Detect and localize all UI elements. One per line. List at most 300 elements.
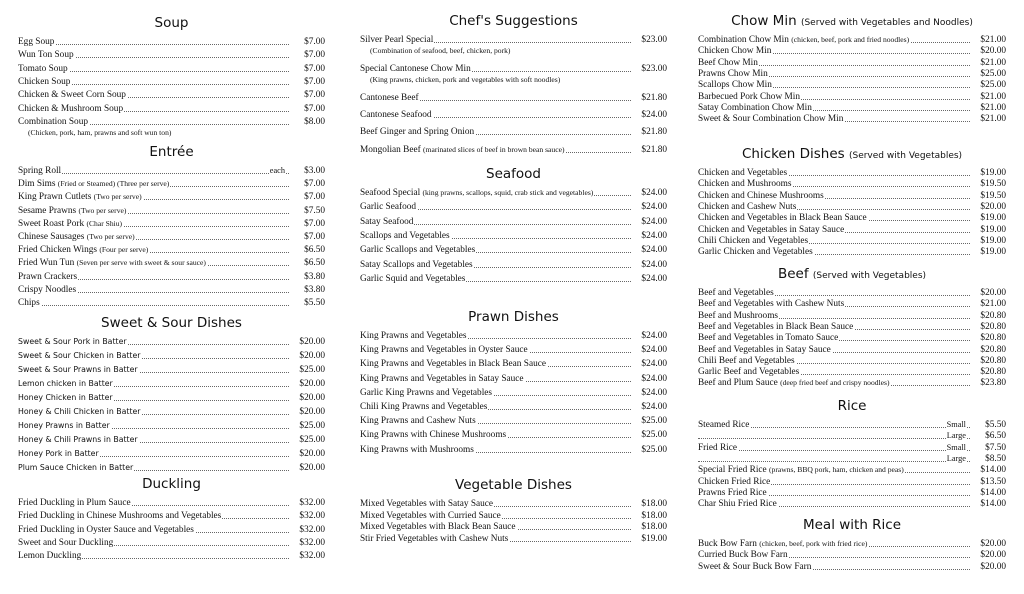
item-name-text: Silver Pearl Special [360,35,434,45]
menu-item-king-prawns-and-vegetables-in-oyster-sauce [360,344,667,356]
item-name-text: Prawns Fried Rice [698,487,767,498]
section-heading [360,476,667,494]
menu-item-combination-soup [18,116,325,137]
menu-item-cantonese-seafood [360,109,667,121]
item-name-text: King Prawns with Mushrooms [360,444,474,455]
menu-item-sweet-sour-combination-chow-min [698,113,1006,125]
item-price: $25.00 [299,365,325,375]
menu-section-seafood [360,165,667,284]
item-name-text: Mixed Vegetables with Black Bean Sauce [360,522,516,533]
item-name-text: Lemon chicken in Batter [18,379,113,388]
item-name-text: Chicken and Vegetables [698,168,788,178]
section-heading [360,12,667,30]
item-name-text: Sweet Roast Pork [18,218,85,229]
menu-section-chicken-dishes [698,145,1006,258]
item-name-text: Buck Bow Farn [698,539,757,549]
section-title: Entrée [149,144,194,160]
section-title: Rice [837,398,867,414]
item-price: $20.00 [980,288,1006,298]
menu-item-chips [18,297,325,309]
item-price: $19.00 [980,213,1006,224]
item-name [18,350,141,362]
item-name [698,310,779,322]
item-name [360,444,475,456]
item-price: $19.00 [980,235,1006,246]
item-name [360,244,476,256]
item-price: $5.50 [304,298,325,308]
item-name [18,165,62,177]
item-price: $20.80 [980,344,1006,355]
menu-item-chili-king-prawns-and-vegetables [360,401,667,413]
menu-item-fried-rice-large [698,453,1006,465]
item-name-text: Stir Fried Vegetables with Cashew Nuts [360,533,509,544]
item-name [18,244,149,256]
item-name [18,103,124,115]
item-name-text: Spring Roll [18,166,62,176]
item-price: $18.00 [641,499,667,509]
item-name [698,178,792,190]
item-name [698,113,844,125]
item-price: $21.00 [980,299,1006,310]
item-name-text: Seafood Special [360,188,421,198]
menu-item-fried-rice [698,442,1006,454]
item-name-text: Garlic Squid and Vegetables [360,273,466,284]
item-name-text: Steamed Rice [698,420,750,430]
item-name [698,190,825,202]
menu-section-entr-e [18,143,325,308]
menu-item-garlic-beef-and-vegetables [698,366,1006,378]
section-title: Beef [777,266,809,282]
item-name-text: Chicken & Sweet Corn Soup [18,90,126,101]
item-price: $20.80 [980,310,1006,321]
item-price: $7.00 [304,37,325,47]
item-name-text: Garlic Beef and Vegetables [698,367,800,378]
item-price: $8.50 [985,453,1006,464]
menu-item-sweet-sour-chicken-in-batter [18,350,325,362]
item-name-text: Beef and Vegetables in Tomato Sauce [698,333,839,344]
item-name [18,191,143,203]
item-price: $25.00 [299,421,325,431]
item-name-text: Garlic Seafood [360,202,417,213]
item-name [360,144,566,156]
menu-item-king-prawns-and-vegetables [360,330,667,342]
item-note: (Four per serve) [99,245,149,255]
item-price: $7.00 [304,192,325,203]
menu-item-sweet-sour-buck-bow-farn [698,561,1006,573]
menu-section-rice [698,397,1006,510]
item-name [360,415,477,427]
item-name-text: Sweet & Sour Pork in Batter [18,337,127,346]
menu-item-sweet-sour-prawns-in-batter [18,364,325,376]
item-name-text: Chicken and Vegetables in Satay Sauce [698,224,845,235]
menu-item-special-cantonese-chow-min [360,63,667,84]
item-name-text: King Prawns and Vegetables in Black Bean Sauce [360,359,546,370]
item-price: $24.00 [641,387,667,398]
item-name-text: Chicken and Cashew Nuts [698,201,797,212]
menu-item-chicken-soup [18,76,325,88]
item-name-text: Chicken and Mushrooms [698,179,792,190]
menu-item-plum-sauce-chicken-in-batter [18,462,325,474]
menu-item-fried-duckling-in-oyster-sauce-and-vegetables [18,524,325,536]
item-price: $21.80 [641,127,667,138]
menu-item-chicken-and-vegetables [698,167,1006,179]
item-name [360,401,488,413]
menu-item-fried-wun-tun [18,257,325,269]
item-name [698,355,796,367]
menu-item-chicken-sweet-corn-soup [18,89,325,101]
item-price: $8.00 [304,116,325,127]
item-price: $7.00 [304,103,325,114]
item-name [698,235,809,247]
item-price: $32.00 [299,511,325,522]
menu-item-prawn-crackers [18,271,325,283]
menu-item-satay-scallops-and-vegetables [360,259,667,271]
item-price: $6.50 [985,431,1006,442]
item-name-text: Garlic Scallops and Vegetables [360,245,476,256]
section-heading [698,12,1006,32]
item-name [698,464,905,476]
item-name [18,448,100,460]
item-name-text: Satay Scallops and Vegetables [360,259,473,270]
item-price: $23.80 [980,378,1006,389]
item-name [360,109,433,121]
menu-item-lemon-duckling [18,550,325,562]
item-price: $25.00 [641,444,667,455]
item-name-text: Lemon Duckling [18,551,82,562]
menu-section-meal-with-rice [698,516,1006,572]
item-name [698,91,801,103]
item-name-text: Tomato Soup [18,63,68,74]
item-name [698,298,845,310]
item-name [698,68,769,80]
item-name [698,321,854,333]
section-title: Soup [154,15,189,31]
menu-section-sweet-sour-dishes [18,314,325,473]
item-name [360,230,451,242]
item-price: $24.00 [641,359,667,370]
item-note: (deep fried beef and crispy noodles) [780,378,890,388]
menu-item-king-prawns-and-vegetables-in-satay-sauce [360,373,667,385]
item-price: $24.00 [641,216,667,227]
section-heading [18,475,325,493]
item-name-text: Beef and Vegetables [698,288,774,298]
menu-item-beef-and-vegetables-in-black-bean-sauce [698,321,1006,333]
section-heading [698,145,1006,165]
item-name [360,259,474,271]
menu-section-vegetable-dishes [360,476,667,544]
section-heading [18,14,325,32]
menu-item-barbecued-pork-chow-min [698,91,1006,103]
item-note: (Char Shiu) [86,218,123,228]
item-name-text: Sweet and Sour Duckling [18,537,114,548]
item-price: $13.50 [980,476,1006,487]
item-note: (Two per serve) [78,205,127,215]
menu-item-chicken-chow-min [698,45,1006,57]
item-price: $20.80 [980,321,1006,332]
item-name-text: Special Fried Rice [698,465,767,476]
item-name [18,116,89,128]
item-name-text: Beef Ginger and Spring Onion [360,127,475,138]
item-name [18,231,136,243]
item-price: $20.00 [299,407,325,417]
section-heading [18,143,325,161]
menu-item-beef-and-vegetables-in-tomato-sauce [698,332,1006,344]
item-price: $7.00 [304,90,325,101]
item-name [18,537,114,549]
item-name-text: Chicken Fried Rice [698,476,771,487]
item-name [698,102,813,114]
menu-section-chow-min [698,12,1006,125]
item-name-text: Sesame Prawns [18,205,77,216]
menu-section-duckling [18,475,325,562]
item-name-text: Honey & Chili Chicken in Batter [18,407,141,416]
item-name-text: Special Cantonese Chow Min [360,63,471,74]
item-name-text: Honey Chicken in Batter [18,393,113,402]
menu-item-garlic-squid-and-vegetables [360,273,667,285]
item-name-text: Prawn Crackers [18,271,78,282]
item-name [698,79,773,91]
item-name-text: King Prawn Cutlets [18,192,92,203]
menu-item-silver-pearl-special [360,34,667,55]
item-price: $3.80 [304,271,325,282]
item-name-text: King Prawns and Vegetables in Oyster Sauce [360,345,528,356]
menu-item-mixed-vegetables-with-satay-sauce [360,498,667,510]
menu-item-garlic-king-prawns-and-vegetables [360,387,667,399]
item-price: $32.00 [299,498,325,508]
item-price: $7.00 [304,63,325,74]
item-name-text: Honey Pork in Batter [18,449,99,458]
item-name-text: Chicken Chow Min [698,46,772,57]
menu-item-king-prawn-cutlets [18,191,325,203]
item-name [360,429,507,441]
item-name-text: King Prawns and Vegetables in Satay Sauce [360,373,524,384]
item-name-text: Chicken & Mushroom Soup [18,103,124,114]
item-name [698,498,778,510]
item-price: $14.00 [980,499,1006,510]
menu-item-beef-and-vegetables-with-cashew-nuts [698,298,1006,310]
item-name-text: Cantonese Seafood [360,109,432,120]
menu-item-scallops-chow-min [698,79,1006,91]
item-price: $24.00 [641,373,667,384]
item-name-text: Garlic King Prawns and Vegetables [360,387,493,398]
item-price: $21.00 [980,114,1006,125]
item-name [18,364,139,376]
item-name [698,287,775,299]
item-price: $24.00 [641,188,667,198]
item-name-text: Egg Soup [18,37,55,47]
item-price: $20.00 [980,561,1006,572]
item-name [360,126,475,138]
menu-item-honey-chili-prawns-in-batter [18,434,325,446]
item-price: $14.00 [980,465,1006,476]
item-name-text: Beef and Vegetables in Black Bean Sauce [698,321,854,332]
item-price: $24.00 [641,273,667,284]
section-title: Meal with Rice [802,517,902,533]
item-name [698,442,738,454]
menu-item-prawns-fried-rice [698,487,1006,499]
section-title: Prawn Dishes [468,309,559,325]
menu-item-garlic-scallops-and-vegetables [360,244,667,256]
item-name-text: Fried Duckling in Plum Sauce [18,498,131,508]
item-name [18,462,134,474]
item-price: $21.00 [980,35,1006,45]
item-name-text: Honey & Chili Prawns in Batter [18,435,138,444]
item-name [18,178,170,190]
item-name-text: King Prawns and Vegetables [360,331,467,341]
menu-item-fried-duckling-in-chinese-mushrooms-and-vegetables [18,510,325,522]
section-subtitle: (Served with Vegetables) [848,151,963,161]
item-name [698,201,797,213]
item-price: $21.00 [980,91,1006,102]
item-name-text: Curried Buck Bow Farn [698,550,788,561]
item-price: $25.00 [980,80,1006,91]
item-note: (Seven per serve with sweet & sour sauce) [76,258,206,268]
item-name [360,63,472,75]
item-price: $21.00 [980,57,1006,68]
section-heading [698,265,1006,285]
menu-item-fried-duckling-in-plum-sauce [18,497,325,509]
section-title: Chow Min [731,13,797,29]
item-name [18,63,69,75]
item-price: $24.00 [641,109,667,120]
item-description: (King prawns, chicken, pork and vegetables with soft noodles) [370,74,561,84]
menu-item-king-prawns-with-mushrooms [360,444,667,456]
menu-item-special-fried-rice [698,464,1006,476]
item-note: (Fried or Steamed) (Three per serve) [57,179,170,189]
item-price: $19.00 [641,533,667,544]
item-price: $32.00 [299,551,325,562]
menu-item-chicken-fried-rice [698,476,1006,488]
item-name [698,224,845,236]
menu-item-spring-roll [18,165,325,177]
item-description: (Combination of seafood, beef, chicken, pork) [370,46,511,55]
item-name [698,167,788,179]
menu-item-chicken-and-vegetables-in-black-bean-sauce [698,212,1006,224]
item-price: $24.00 [641,345,667,356]
menu-item-chicken-mushroom-soup [18,103,325,115]
menu-section-soup [18,14,325,137]
menu-item-beef-and-vegetables-in-satay-sauce [698,344,1006,356]
item-name-text: Fried Chicken Wings [18,245,97,256]
menu-item-fried-chicken-wings [18,244,325,256]
item-name [360,273,466,285]
item-price: $24.00 [641,245,667,256]
item-name-text: Crispy Noodles [18,284,77,295]
item-price: $20.00 [980,550,1006,561]
item-name [18,76,71,88]
item-note: (Two per serve) [93,192,142,202]
item-name [360,358,547,370]
item-name [698,212,868,224]
item-note: (marinated slices of beef in brown bean sauce) [423,144,565,154]
section-heading [360,308,667,326]
menu-item-char-shiu-fried-rice [698,498,1006,510]
item-price: $7.50 [985,442,1006,453]
menu-section-chef-s-suggestions [360,12,667,155]
item-price: $18.00 [641,510,667,521]
item-name [360,216,414,228]
item-name-text: Sweet & Sour Combination Chow Min [698,114,844,125]
item-description: (Chicken, pork, ham, prawns and soft wun ton) [28,127,172,137]
item-price: $20.00 [299,379,325,389]
menu-item-mixed-vegetables-with-curried-sauce [360,510,667,522]
item-note: (prawns, BBQ pork, ham, chicken and peas) [769,465,904,475]
item-price: $32.00 [299,524,325,535]
dot-leader [18,44,289,45]
item-price: $18.00 [641,522,667,533]
item-price: $5.50 [985,420,1006,430]
item-name [18,257,207,269]
item-name [18,218,123,230]
item-price: $32.00 [299,537,325,548]
menu-item-king-prawns-with-chinese-mushrooms [360,429,667,441]
item-name [18,284,77,296]
section-title: Chicken Dishes [741,146,845,162]
item-name-text: Scallops and Vegetables [360,230,450,241]
menu-item-lemon-chicken-in-batter [18,378,325,390]
item-name-text: Fried Rice [698,442,737,453]
item-note: (king prawns, scallops, squid, crab stick and vegetables) [422,188,594,197]
item-name [698,246,814,258]
item-name-text: Beef and Plum Sauce [698,378,778,389]
item-name [698,332,839,344]
item-name [698,377,891,389]
menu-item-honey-pork-in-batter [18,448,325,460]
item-price: $19.00 [980,247,1006,258]
item-price: $24.00 [641,331,667,341]
item-name [18,497,132,509]
menu-item-mongolian-beef [360,144,667,156]
menu-item-honey-chicken-in-batter [18,392,325,404]
item-price: $25.00 [980,68,1006,79]
item-price: $20.00 [980,201,1006,212]
menu-item-steamed-rice-large [698,430,1006,442]
item-price: $24.00 [641,202,667,213]
item-price: $24.00 [641,259,667,270]
menu-item-sweet-and-sour-duckling [18,537,325,549]
item-name-text: Mongolian Beef [360,144,421,155]
item-name [698,487,768,499]
menu-item-honey-chili-chicken-in-batter [18,406,325,418]
item-price: $20.00 [299,449,325,459]
menu-item-chinese-sausages [18,231,325,243]
item-price: $19.00 [980,224,1006,235]
item-price: $3.00 [304,166,325,176]
section-title: Vegetable Dishes [455,477,572,493]
item-note: (chicken, beef, pork with fried rice) [759,539,868,548]
menu-item-prawns-chow-min [698,68,1006,80]
item-price: $7.00 [304,179,325,190]
menu-item-beef-and-mushrooms [698,310,1006,322]
item-name [18,406,142,418]
item-name [698,419,750,431]
item-name [18,271,78,283]
menu-section-prawn-dishes [360,308,667,455]
menu-item-satay-seafood [360,216,667,228]
item-price: $23.00 [641,35,667,45]
item-name [360,533,509,545]
menu-item-cantonese-beef [360,92,667,104]
item-name [360,201,417,213]
item-name [360,498,494,510]
item-name-text: Chicken Soup [18,76,71,87]
item-name [18,49,75,61]
item-name-text: Chinese Sausages [18,232,85,242]
item-name-text: Beef Chow Min [698,57,758,68]
menu-item-buck-bow-farn [698,538,1006,550]
item-name-text: Prawns Chow Min [698,68,768,79]
item-name [18,392,114,404]
